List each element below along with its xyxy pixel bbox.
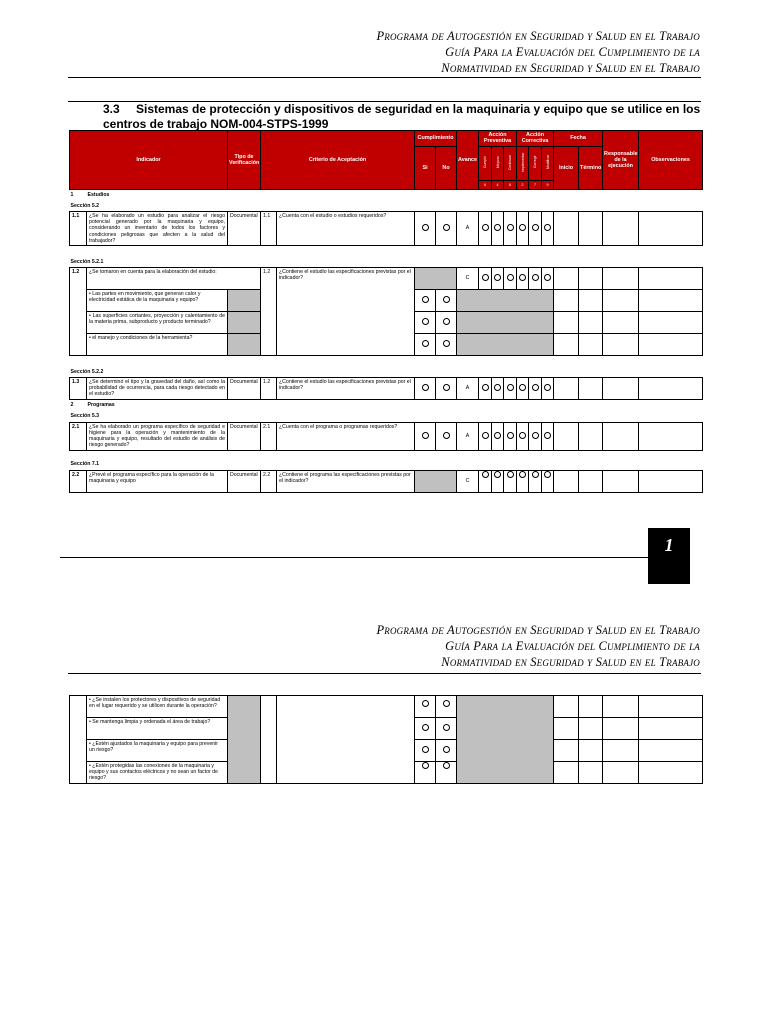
inicio-cell[interactable] xyxy=(554,377,579,399)
action-radio[interactable] xyxy=(494,432,501,439)
criterion-number: 1.2 xyxy=(261,267,277,355)
header-line-1: Programa de Autogestión en Seguridad y Salud en el Trabajo xyxy=(376,29,700,43)
accion-preventiva-header: Acción Preventiva xyxy=(479,131,517,147)
group-row-programas xyxy=(70,399,703,411)
sub-label-3: Continuar xyxy=(508,154,513,170)
criterion-number: 1.1 xyxy=(261,211,277,245)
criterion-text: ¿Contiene el estudio las especificaciones previstas por el indicador? xyxy=(277,377,415,399)
no-header: No xyxy=(436,146,457,189)
table-row xyxy=(70,470,703,492)
avance-value: A xyxy=(457,422,479,450)
compliance-table xyxy=(69,130,703,493)
sub-label-2: Mejorar xyxy=(495,156,500,169)
inicio-cell[interactable] xyxy=(554,333,579,355)
action-radio[interactable] xyxy=(507,471,514,478)
si-header: Si xyxy=(415,146,436,189)
inicio-cell[interactable] xyxy=(554,718,579,740)
action-radio[interactable] xyxy=(494,471,501,478)
group-label: Estudios xyxy=(87,192,110,199)
action-radio[interactable] xyxy=(482,384,489,391)
action-radio[interactable] xyxy=(482,224,489,231)
page-header xyxy=(330,28,700,76)
criterion-text: ¿Contiene el estudio las especificaciones previstas por el indicador? xyxy=(277,267,415,355)
no-radio[interactable] xyxy=(443,432,450,439)
criterion-number: 1.2 xyxy=(261,377,277,399)
observaciones-cell[interactable] xyxy=(639,311,703,333)
inicio-cell[interactable] xyxy=(554,762,579,784)
action-radio[interactable] xyxy=(494,224,501,231)
si-radio[interactable] xyxy=(422,318,429,325)
no-radio[interactable] xyxy=(443,746,450,753)
group-number: 1 xyxy=(70,192,74,199)
termino-cell[interactable] xyxy=(579,289,603,311)
observaciones-cell[interactable] xyxy=(639,267,703,289)
row-number-blank xyxy=(70,696,87,784)
shaded-cell xyxy=(228,696,261,784)
row-number: 1.2 xyxy=(70,267,87,355)
section-number: 3.3 xyxy=(103,102,120,116)
responsable-cell[interactable] xyxy=(603,470,639,492)
section-ref: Sección 5.2.2 xyxy=(70,368,104,375)
page-number-box xyxy=(648,528,690,584)
sub-code-5: 7 xyxy=(529,180,542,189)
sub-item-text: • ¿Estén ajustados la maquinaria y equipo para prevenir un riesgo? xyxy=(87,740,228,762)
section-ref: Sección 7.1 xyxy=(70,461,100,468)
responsable-header: Responsable de la ejecución xyxy=(603,131,639,190)
sub-label-1: Cumplir xyxy=(483,156,488,169)
responsable-cell[interactable] xyxy=(603,267,639,289)
avance-value: A xyxy=(457,377,479,399)
action-radio[interactable] xyxy=(519,384,526,391)
continuation-table xyxy=(69,695,703,784)
shaded-cell xyxy=(457,311,554,333)
indicator-text: ¿Se determinó el tipo y la gravedad del daño, así como la probabilidad de ocurrencia, para cada riesgo detectado en el estudio? xyxy=(87,377,228,399)
action-radio[interactable] xyxy=(532,274,539,281)
observaciones-cell[interactable] xyxy=(639,422,703,450)
criterion-text: ¿Cuenta con el programa o programas requeridos? xyxy=(277,422,415,450)
indicador-header: Indicador xyxy=(70,131,228,190)
header-line-3: Normatividad en Seguridad y Salud en el Trabajo xyxy=(441,655,700,669)
section-ref-row xyxy=(70,355,703,377)
no-radio[interactable] xyxy=(443,318,450,325)
sub-label-4: Implementar xyxy=(520,152,525,172)
section-title-text: Sistemas de protección y dispositivos de seguridad en la maquinaria y equipo que se utilice en los centros de trabajo NOM-004-STPS-1999 xyxy=(103,102,701,131)
inicio-header: Inicio xyxy=(554,146,579,189)
action-radio[interactable] xyxy=(507,384,514,391)
action-radio[interactable] xyxy=(544,471,551,478)
header-line-3: Normatividad en Seguridad y Salud en el Trabajo xyxy=(441,61,700,75)
sub-code-4: 2 xyxy=(517,180,529,189)
row-number: 1.3 xyxy=(70,377,87,399)
si-radio[interactable] xyxy=(422,296,429,303)
cumplimiento-header: Cumplimiento xyxy=(415,131,457,147)
action-radio[interactable] xyxy=(544,274,551,281)
action-radio[interactable] xyxy=(507,432,514,439)
termino-cell[interactable] xyxy=(579,740,603,762)
verification-type: Documental xyxy=(228,470,261,492)
row-number: 1.1 xyxy=(70,211,87,245)
responsable-cell[interactable] xyxy=(603,422,639,450)
criterio-header: Criterio de Aceptación xyxy=(261,131,415,190)
responsable-cell[interactable] xyxy=(603,211,639,245)
page-footer-rule xyxy=(60,557,648,558)
termino-cell[interactable] xyxy=(579,718,603,740)
responsable-cell[interactable] xyxy=(603,762,639,784)
responsable-cell[interactable] xyxy=(603,696,639,718)
shaded-cell xyxy=(415,470,457,492)
shaded-cell xyxy=(228,333,261,355)
termino-cell[interactable] xyxy=(579,762,603,784)
table-row xyxy=(70,267,703,289)
indicator-text: ¿Se ha elaborado un programa específico de seguridad e higiene para la operación y mantenimiento de la maquinaria y equipo, resultado del estudio de análisis de riesgo generado? xyxy=(87,422,228,450)
group-label: Programas xyxy=(87,401,115,408)
observaciones-cell[interactable] xyxy=(639,377,703,399)
sub-item-text: • Las superficies cortantes, proyección y calentamiento de la materia prima, subproducto y producto terminado? xyxy=(87,311,228,333)
si-radio[interactable] xyxy=(422,384,429,391)
criterion-text: ¿Contiene el programa las especificaciones previstas por el indicador? xyxy=(277,470,415,492)
action-radio[interactable] xyxy=(532,384,539,391)
action-radio[interactable] xyxy=(532,471,539,478)
si-radio[interactable] xyxy=(422,724,429,731)
si-radio[interactable] xyxy=(422,746,429,753)
sub-row xyxy=(70,696,703,718)
action-radio[interactable] xyxy=(494,274,501,281)
sub-item-text: • Las partes en movimiento, que generan calor y electricidad estática de la maquinaria y equipo? xyxy=(87,289,228,311)
avance-header: Avance xyxy=(457,131,479,190)
criterion-number: 2.2 xyxy=(261,470,277,492)
responsable-cell[interactable] xyxy=(603,289,639,311)
sub-code-3: 8 xyxy=(504,180,517,189)
group-row-estudios xyxy=(70,190,703,201)
shaded-cell xyxy=(228,311,261,333)
action-radio[interactable] xyxy=(519,432,526,439)
action-radio[interactable] xyxy=(532,432,539,439)
si-radio[interactable] xyxy=(422,432,429,439)
action-radio[interactable] xyxy=(494,384,501,391)
row-number: 2.1 xyxy=(70,422,87,450)
action-radio[interactable] xyxy=(544,432,551,439)
page-number: 1 xyxy=(664,535,674,555)
observaciones-header: Observaciones xyxy=(639,131,703,190)
sub-label-6: Modificar xyxy=(545,155,550,170)
action-radio[interactable] xyxy=(519,274,526,281)
observaciones-cell[interactable] xyxy=(639,696,703,718)
termino-header: Término xyxy=(579,146,603,189)
responsable-cell[interactable] xyxy=(603,377,639,399)
action-radio[interactable] xyxy=(544,384,551,391)
termino-cell[interactable] xyxy=(579,377,603,399)
verification-type: Documental xyxy=(228,377,261,399)
avance-value: A xyxy=(457,211,479,245)
inicio-cell[interactable] xyxy=(554,696,579,718)
no-radio[interactable] xyxy=(443,224,450,231)
section-ref-row xyxy=(70,201,703,212)
header-line-2: Guía Para la Evaluación del Cumplimiento de la xyxy=(445,639,700,653)
fecha-header: Fecha xyxy=(554,131,603,147)
responsable-cell[interactable] xyxy=(603,311,639,333)
action-radio[interactable] xyxy=(482,274,489,281)
observaciones-cell[interactable] xyxy=(639,211,703,245)
criterion-text: ¿Cuenta con el estudio o estudios requeridos? xyxy=(277,211,415,245)
shaded-cell xyxy=(457,333,554,355)
sub-code-2: 4 xyxy=(492,180,504,189)
inicio-cell[interactable] xyxy=(554,289,579,311)
observaciones-cell[interactable] xyxy=(639,762,703,784)
table-row xyxy=(70,211,703,245)
accion-correctiva-header: Acción Correctiva xyxy=(517,131,554,147)
group-number: 2 xyxy=(70,401,74,408)
page-2-header xyxy=(330,622,700,670)
termino-cell[interactable] xyxy=(579,311,603,333)
inicio-cell[interactable] xyxy=(554,740,579,762)
action-radio[interactable] xyxy=(507,224,514,231)
action-radio[interactable] xyxy=(519,224,526,231)
termino-cell[interactable] xyxy=(579,696,603,718)
termino-cell[interactable] xyxy=(579,333,603,355)
section-ref: Sección 5.2.1 xyxy=(70,258,104,265)
shaded-cell xyxy=(457,289,554,311)
termino-cell[interactable] xyxy=(579,211,603,245)
inicio-cell[interactable] xyxy=(554,422,579,450)
section-title xyxy=(103,102,703,132)
section-ref: Sección 5.3 xyxy=(70,413,100,420)
observaciones-cell[interactable] xyxy=(639,740,703,762)
action-radio[interactable] xyxy=(532,224,539,231)
sub-code-6: 9 xyxy=(542,180,554,189)
sub-item-text: • Se mantenga limpia y ordenada el área de trabajo? xyxy=(87,718,228,740)
sub-label-5: Corregir xyxy=(533,155,538,169)
page-2-header-rule xyxy=(68,673,701,674)
sub-item-text: • ¿Se instalen los protectores y dispositivos de seguridad en el lugar requerido y se utilicen durante la operación? xyxy=(87,696,228,718)
termino-cell[interactable] xyxy=(579,422,603,450)
header-rule xyxy=(68,77,701,78)
action-radio[interactable] xyxy=(507,274,514,281)
row-number: 2.2 xyxy=(70,470,87,492)
si-radio[interactable] xyxy=(422,340,429,347)
action-radio[interactable] xyxy=(482,471,489,478)
table-row xyxy=(70,422,703,450)
indicator-text: ¿Prevé el programa específico para la operación de la maquinaria y equipo xyxy=(87,470,228,492)
indicator-text: ¿Se ha elaborado un estudio para analizar el riesgo potencial generado por la maquinaria y equipo, considerando un inventario de todos los factores y condiciones peligrosas que afecten a la salud del trabajador? xyxy=(87,211,228,245)
no-radio[interactable] xyxy=(443,384,450,391)
criterion-number: 2.1 xyxy=(261,422,277,450)
tipo-header: Tipo de Verificación xyxy=(228,131,261,190)
table-row xyxy=(70,377,703,399)
verification-type: Documental xyxy=(228,422,261,450)
si-radio[interactable] xyxy=(422,762,429,769)
sub-code-1: 6 xyxy=(479,180,492,189)
avance-value: C xyxy=(457,267,479,289)
sub-item-text: • el manejo y condiciones de la herramienta? xyxy=(87,333,228,355)
criterion-number-blank xyxy=(261,696,277,784)
termino-cell[interactable] xyxy=(579,267,603,289)
responsable-cell[interactable] xyxy=(603,740,639,762)
shaded-cell xyxy=(228,289,261,311)
header-line-2: Guía Para la Evaluación del Cumplimiento de la xyxy=(445,45,700,59)
responsable-cell[interactable] xyxy=(603,333,639,355)
avance-value: C xyxy=(457,470,479,492)
header-row-1 xyxy=(70,131,703,147)
observaciones-cell[interactable] xyxy=(639,333,703,355)
header-line-1: Programa de Autogestión en Seguridad y Salud en el Trabajo xyxy=(376,623,700,637)
action-radio[interactable] xyxy=(544,224,551,231)
indicator-text: ¿Se tomaron en cuenta para la elaboración del estudio: xyxy=(87,267,261,289)
inicio-cell[interactable] xyxy=(554,267,579,289)
section-ref: Sección 5.2 xyxy=(70,202,100,209)
shaded-cell xyxy=(457,696,554,784)
inicio-cell[interactable] xyxy=(554,311,579,333)
action-radio[interactable] xyxy=(519,471,526,478)
no-radio[interactable] xyxy=(443,340,450,347)
observaciones-cell[interactable] xyxy=(639,470,703,492)
responsable-cell[interactable] xyxy=(603,718,639,740)
si-radio[interactable] xyxy=(422,700,429,707)
section-ref-row xyxy=(70,411,703,422)
inicio-cell[interactable] xyxy=(554,470,579,492)
verification-type: Documental xyxy=(228,211,261,245)
observaciones-cell[interactable] xyxy=(639,289,703,311)
shaded-cell xyxy=(415,267,457,289)
no-radio[interactable] xyxy=(443,762,450,769)
si-radio[interactable] xyxy=(422,224,429,231)
action-radio[interactable] xyxy=(482,432,489,439)
observaciones-cell[interactable] xyxy=(639,718,703,740)
criterion-text-blank xyxy=(277,696,415,784)
no-radio[interactable] xyxy=(443,724,450,731)
sub-item-text: • ¿Estén protegidas las conexiones de la maquinaria y equipo y sus contactos eléctricos y no sean un factor de riesgo? xyxy=(87,762,228,784)
no-radio[interactable] xyxy=(443,296,450,303)
section-ref-row xyxy=(70,450,703,470)
section-ref-row xyxy=(70,245,703,267)
no-radio[interactable] xyxy=(443,700,450,707)
termino-cell[interactable] xyxy=(579,470,603,492)
inicio-cell[interactable] xyxy=(554,211,579,245)
